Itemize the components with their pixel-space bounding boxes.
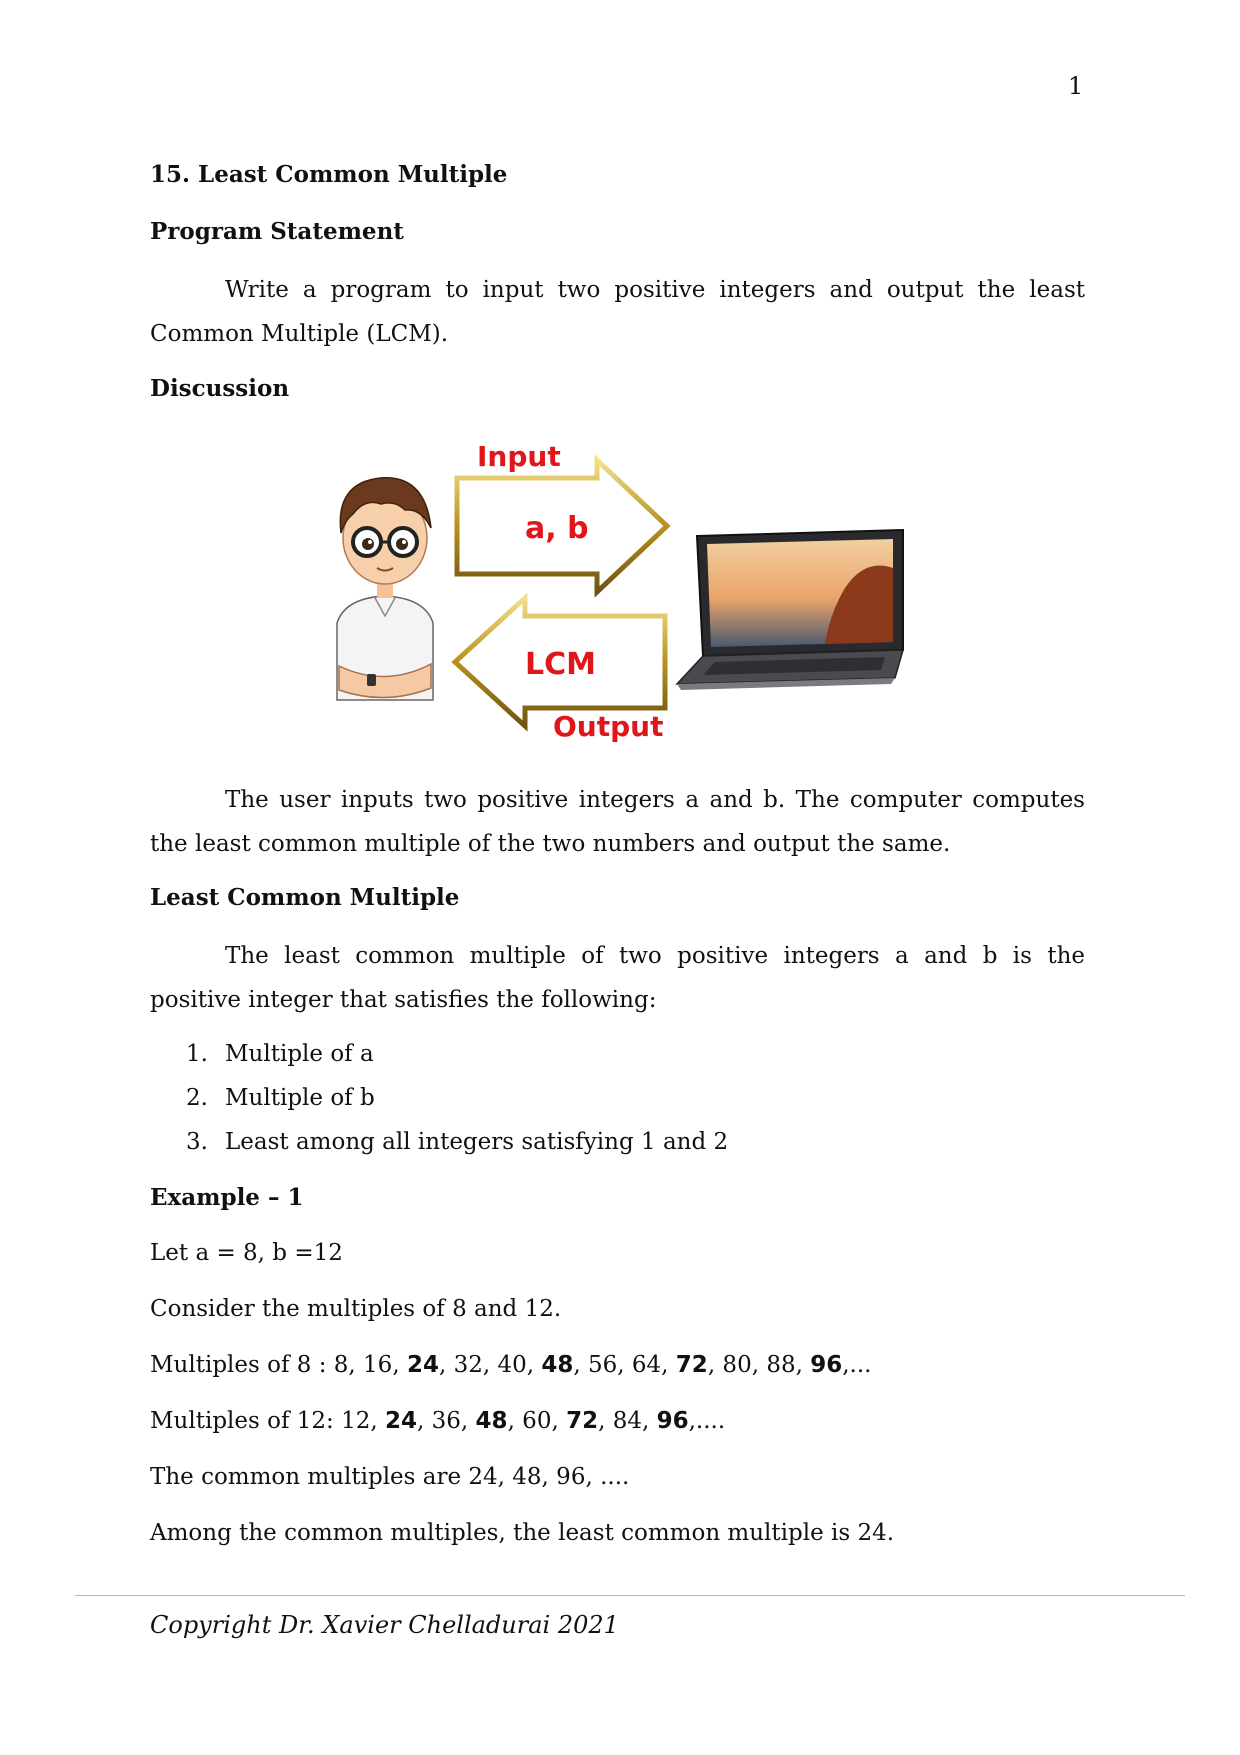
list-item-text: Multiple of a	[225, 1041, 374, 1067]
multiples-8-text: , 32, 40,	[438, 1352, 542, 1378]
common-multiple-highlight: 48	[475, 1408, 508, 1434]
list-item-text: Multiple of b	[225, 1085, 375, 1111]
common-multiple-highlight: 96	[810, 1352, 843, 1378]
common-multiple-highlight: 96	[656, 1408, 689, 1434]
list-item	[186, 1041, 374, 1067]
user-avatar-icon	[337, 478, 433, 700]
laptop-icon	[677, 530, 903, 690]
multiples-12-prefix: Multiples of 12: 12,	[150, 1408, 386, 1434]
page-title: 15. Least Common Multiple	[150, 161, 508, 188]
input-values-label: a, b	[525, 511, 589, 546]
common-multiple-highlight: 72	[675, 1352, 708, 1378]
discussion-text: The user inputs two positive integers a and b. The computer computes the least common multiple of the two numbers and output the same.	[150, 787, 1085, 857]
program-statement-text: Write a program to input two positive integers and output the least Common Multiple (LCM).	[150, 277, 1085, 347]
multiples-8-text: , 56, 64,	[573, 1352, 676, 1378]
common-multiple-highlight: 24	[406, 1352, 439, 1378]
common-multiple-highlight: 48	[541, 1352, 574, 1378]
multiples-12-text: , 60,	[507, 1408, 567, 1434]
multiples-12-text: , 36,	[417, 1408, 476, 1434]
page-number: 1	[1068, 72, 1084, 100]
list-item	[186, 1129, 728, 1155]
footer-copyright: Copyright Dr. Xavier Chelladurai 2021	[150, 1611, 619, 1639]
io-diagram	[325, 438, 925, 748]
example-consider-line: Consider the multiples of 8 and 12.	[150, 1296, 562, 1322]
example-let-line: Let a = 8, b =12	[150, 1240, 343, 1266]
least-common-multiple-line: Among the common multiples, the least common multiple is 24.	[150, 1520, 895, 1546]
list-item-text: Least among all integers satisfying 1 and 2	[225, 1129, 729, 1155]
list-item	[186, 1085, 375, 1111]
output-label: Output	[553, 710, 664, 743]
list-item-number: 2.	[186, 1085, 208, 1111]
multiples-of-12-line	[150, 1408, 725, 1434]
multiples-of-8-line	[150, 1352, 871, 1378]
list-item-number: 3.	[186, 1129, 208, 1155]
input-label: Input	[477, 440, 561, 473]
list-item-number: 1.	[186, 1041, 208, 1067]
lcm-definition-text: The least common multiple of two positive integers a and b is the positive integer that satisfies the following:	[150, 943, 1085, 1013]
lcm-heading: Least Common Multiple	[150, 884, 460, 911]
multiples-8-prefix: Multiples of 8 : 8, 16,	[150, 1352, 407, 1378]
output-value-label: LCM	[525, 647, 596, 682]
program-statement-heading: Program Statement	[150, 218, 404, 245]
footer-divider	[75, 1595, 1185, 1596]
common-multiples-line: The common multiples are 24, 48, 96, ....	[150, 1464, 630, 1490]
multiples-8-suffix: ,...	[842, 1352, 872, 1378]
multiples-12-text: , 84,	[598, 1408, 657, 1434]
multiples-8-text: , 80, 88,	[707, 1352, 811, 1378]
example-heading: Example – 1	[150, 1184, 304, 1211]
common-multiple-highlight: 24	[385, 1408, 418, 1434]
common-multiple-highlight: 72	[566, 1408, 599, 1434]
discussion-heading: Discussion	[150, 375, 290, 402]
multiples-12-suffix: ,....	[688, 1408, 726, 1434]
